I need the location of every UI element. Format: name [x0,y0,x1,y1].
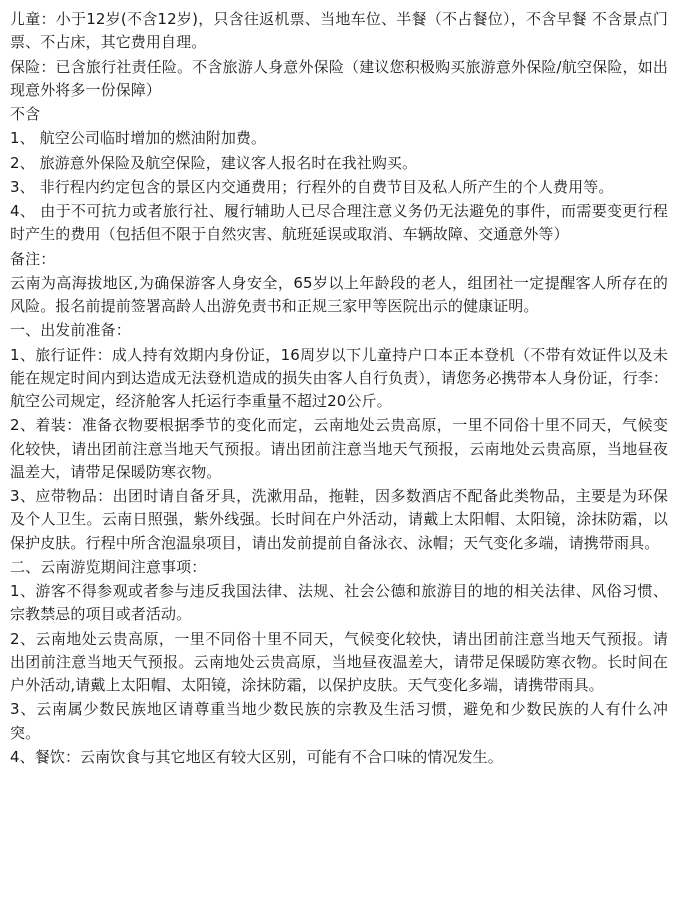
tour-note-item-1: 1、游客不得参观或者参与违反我国法律、法规、社会公德和旅游目的地的相关法律、风俗习惯、宗教禁忌的项目或者活动。 [10,582,668,624]
insurance-policy-paragraph: 保险：已含旅行社责任险。不含旅游人身意外保险（建议您积极购买旅游意外保险/航空保险，如出现意外将多一份保障） [10,57,668,99]
remarks-heading: 备注： [10,249,56,268]
section-heading-during-tour: 二、云南游览期间注意事项： [10,557,207,576]
exclusion-item-4: 4、 由于不可抗力或者旅行社、履行辅助人已尽合理注意义务仍无法避免的事件，而需要变更行程时产生的费用（包括但不限于自然灾害、航班延误或取消、车辆故障、交通意外等） [10,202,668,244]
children-policy-paragraph: 儿童：小于12岁(不含12岁)，只含往返机票、当地车位、半餐（不占餐位），不含早餐 不含景点门票、不占床，其它费用自理。 [10,10,668,52]
tour-note-item-2: 2、云南地处云贵高原，一里不同俗十里不同天，气候变化较快，请出团前注意当地天气预报。请出团前注意当地天气预报。云南地处云贵高原，当地昼夜温差大，请带足保暖防寒衣物。长时间在户外活动,请戴上太阳帽、太阳镜，涂抹防霜，以保护皮肤。天气变化多端，请携带雨具。 [10,629,668,694]
tour-note-item-4: 4、餐饮：云南饮食与其它地区有较大区别，可能有不合口味的情况发生。 [10,747,503,766]
exclusions-heading: 不含 [10,105,41,123]
section-heading-before-departure: 一、出发前准备： [10,321,131,340]
preparation-item-3: 3、应带物品：出团时请自备牙具，洗漱用品，拖鞋，因多数酒店不配备此类物品，主要是为环保及个人卫生。云南日照强，紫外线强。长时间在户外活动，请戴上太阳帽、太阳镜，涂抹防霜，以保护皮肤。行程中所含泡温泉项目，请出发前提前自备泳衣、泳帽；天气变化多端，请携带雨具。 [10,487,668,552]
preparation-item-2: 2、着装：准备衣物要根据季节的变化而定，云南地处云贵高原，一里不同俗十里不同天，气候变化较快，请出团前注意当地天气预报。请出团前注意当地天气预报，云南地处云贵高原，当地昼夜温差大，请带足保暖防寒衣物。 [10,416,668,481]
exclusion-item-2: 2、 旅游意外保险及航空保险，建议客人报名时在我社购买。 [10,153,418,172]
remarks-altitude-paragraph: 云南为高海拔地区,为确保游客人身安全，65岁以上年龄段的老人，组团社一定提醒客人所存在的风险。报名前提前签署高龄人出游免责书和正规三家甲等医院出示的健康证明。 [10,273,668,315]
preparation-item-1: 1、旅行证件：成人持有效期内身份证，16周岁以下儿童持户口本正本登机（不带有效证件以及未能在规定时间内到达造成无法登机造成的损失由客人自行负责），请您务必携带本人身份证，行李：航空公司规定，经济舱客人托运行李重量不超过20公斤。 [10,345,668,410]
exclusion-item-1: 1、 航空公司临时增加的燃油附加费。 [10,129,267,148]
tour-note-item-3: 3、云南属少数民族地区请尊重当地少数民族的宗教及生活习惯，避免和少数民族的人有什么冲突。 [10,700,668,742]
exclusion-item-3: 3、 非行程内约定包含的景区内交通费用；行程外的自费节目及私人所产生的个人费用等。 [10,177,614,196]
